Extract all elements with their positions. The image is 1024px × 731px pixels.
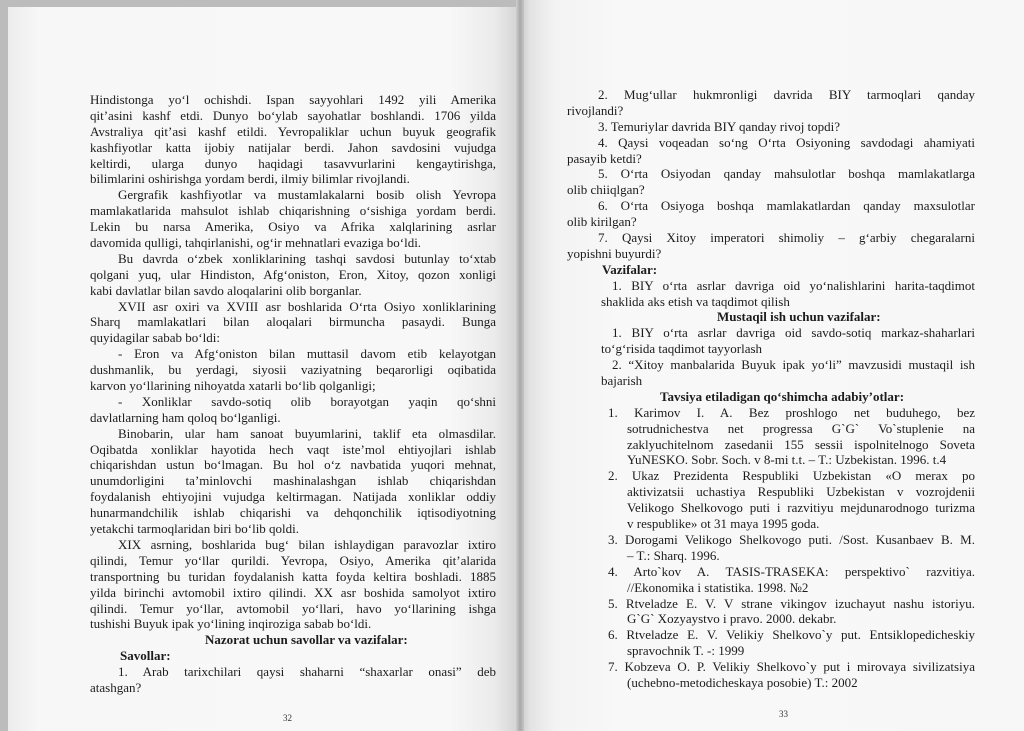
text-line: 7. Kobzeva O. P. Velikiy Shelkovo`y put i mirovaya sivilizatsiya	[608, 659, 975, 675]
questions-heading: Savollar:	[120, 648, 171, 664]
text-line: aktivizatsii uchastiya Respubliki Uzbekistan v vozrojdenii	[627, 484, 975, 500]
text-line: qolgani yuq, ular Hindiston, Afg‘oniston, Eron, Xitoy, qozon xonligi	[90, 266, 496, 282]
text-line: foydalanish ehtiyojini vujudga keltirmagan. Natijada xonliklar oddiy	[90, 489, 496, 505]
text-line: - Xonliklar savdo-sotiq olib borayotgan yaqin qo‘shni	[118, 393, 496, 409]
independent-tasks-heading: Mustaqil ish uchun vazifalar:	[717, 309, 881, 325]
text-line: 4. Qaysi voqeadan so‘ng O‘rta Osiyoning savdodagi ahamiyati	[598, 134, 975, 150]
text-line: qilindi, Temur yo‘llar qurildi. Yevropa, Osiyo, Amerika qit’alarida	[90, 552, 496, 568]
task-item	[601, 278, 975, 310]
text-line: dushmanlik, bu yerdagi, siyosii vaziyatning beqarorligi oqibatida	[90, 362, 496, 378]
text-line: 1. BIY o‘rta asrlar davriga oid savdo-sotiq markaz-shaharlari	[612, 325, 975, 341]
question-item	[567, 198, 975, 230]
paragraph	[90, 426, 496, 537]
text-line: G`G` Xozyaystvo i pravo. 2000. dekabr.	[627, 611, 837, 627]
text-line: 6. Rtveladze E. V. Velikiy Shelkovo`y put. Entsiklopedicheskiy	[608, 627, 975, 643]
text-line: Binobarin, ular ham sanoat buyumlarini, taklif eta olmasdilar.	[118, 425, 496, 441]
reference-item	[608, 659, 975, 691]
text-line: olib chiiqlgan?	[567, 182, 645, 198]
text-line: – T.: Sharq. 1996.	[627, 547, 720, 563]
text-line: to‘g‘risida taqdimot tayyorlash	[601, 341, 763, 357]
text-line: hunarmandchilik ishlab chiqarishi va dehqonchilik iqtisodiyotning	[90, 505, 496, 521]
left-page-body	[90, 92, 496, 696]
text-line: 4. Arto`kov A. TASIS-TRASEKA: perspektivo` razvitiya.	[608, 563, 975, 579]
text-line: 2. Mug‘ullar hukmronligi davrida BIY tarmoqlari qanday	[598, 87, 975, 102]
reference-item	[608, 595, 975, 628]
text-line: XIX asrning, boshlarida bug‘ bilan ishlaydigan paravozlar ixtiro	[118, 536, 496, 552]
paragraph	[90, 537, 496, 632]
text-line: Bu davrda o‘zbek xonliklarining tashqi savdosi butunlay to‘xtab	[118, 250, 496, 266]
text-line: (uchebno-metodicheskaya posobie) T.: 2002	[627, 674, 858, 690]
text-line: tushishi Buyuk ipak yo‘lining inqiroziga sabab bo‘ldi.	[90, 616, 372, 632]
text-line: yilda birinchi avtomobil ixtiro qilindi. XX asr boshida samolyot ixtiro	[90, 584, 496, 600]
text-line: pasayib ketdi?	[567, 150, 642, 166]
independent-task-item	[601, 325, 975, 357]
text-line: YuNESKO. Sobr. Soch. v 8-mi t.t. – T.: Uzbekistan. 1996. t.4	[627, 452, 947, 468]
text-line: bajarish	[601, 373, 643, 389]
text-line: 2. “Xitoy manbalarida Buyuk ipak yo‘li” mavzusidi mustaqil ish	[612, 357, 975, 373]
paragraph	[90, 251, 496, 299]
text-line: Sharq mamlakatlari bilan aloqalari birmuncha pasaydi. Bunga	[90, 314, 496, 330]
text-line: rivojlandi?	[567, 102, 624, 118]
section-heading: Nazorat uchun savollar va vazifalar:	[205, 632, 408, 648]
page-number: 33	[779, 709, 788, 719]
text-line: 6. O‘rta Osiyoga boshqa mamlakatlardan qanday maxsulotlar	[598, 198, 975, 214]
text-line: olib kirilgan?	[567, 214, 637, 230]
question-item	[567, 135, 975, 167]
paragraph	[90, 299, 496, 347]
text-line: unumdorligini ta’minlovchi mashinalashgan ishlab chiqarishdan	[90, 473, 496, 489]
text-line: 5. Rtveladze E. V. V strane vikingov izuchayut nashu istoriyu.	[608, 595, 975, 611]
reference-item	[608, 468, 975, 532]
text-line: kabi davlatlar bilan savdo aloqalarini olib borganlar.	[90, 282, 362, 298]
text-line: kashfiyotlar katta ijobiy natijalar berdi. Jahon savdosini vujudga	[90, 139, 496, 155]
text-line: sotrudnichestva net progressa G`G` Vo`stuplenie na	[627, 420, 975, 436]
reference-item	[608, 563, 975, 596]
text-line: yopishni buyurdi?	[567, 245, 662, 261]
text-line: 3. Dorogami Velikogo Shelkovogo puti. /Sost. Kusanbaev B. M.	[608, 531, 975, 547]
page-number: 32	[283, 713, 292, 723]
text-line: - Eron va Afg‘oniston bilan muttasil davom etib kelayotgan	[118, 346, 496, 362]
text-line: chiqarishdan ustun bo‘lmagan. Bu hol o‘z navbatida yuqori mehnat,	[90, 457, 496, 473]
question-item	[567, 87, 975, 119]
text-line: mamlakatlarida mahsulot ishlab chiqarishning o‘sishiga yordam berdi.	[90, 203, 496, 219]
text-line: qilindi. Temur yo‘llar, avtomobil yo‘llari, havo yo‘llarining ishga	[90, 600, 496, 616]
text-line: 1. BIY o‘rta asrlar davriga oid yo‘nalishlarini harita-taqdimot	[612, 277, 975, 293]
paragraph	[90, 187, 496, 251]
right-page-body	[567, 87, 975, 691]
reference-item	[608, 531, 975, 564]
tasks-heading: Vazifalar:	[602, 261, 658, 277]
text-line: bilimlarini oshirishga yordam berdi, ilmiy bilimlar rivojlandi.	[90, 171, 410, 187]
text-line: keltirdi, ularga dunyo haqidagi tasavvurlarini kengaytirishga,	[90, 155, 496, 171]
paragraph	[90, 394, 496, 426]
text-line: Velikogo Shelkovogo puti i razvitiyu mejdunarodnogo turizma	[627, 500, 975, 516]
text-line: karvon yo‘llarining nihoyatda xatarli bo‘lib qolganligi;	[90, 378, 376, 394]
text-line: 5. O‘rta Osiyodan qanday mahsulotlar boshqa mamlakatlarga	[598, 166, 975, 182]
text-line: 1. Arab tarixchilari qaysi shaharni “shaxarlar onasi” deb	[118, 664, 496, 680]
text-line: 7. Qaysi Xitoy imperatori shimoliy – g‘arbiy chegaralarni	[598, 230, 975, 246]
text-line: quyidagilar sabab bo‘ldi:	[90, 330, 220, 346]
references-heading: Tavsiya etiladigan qo‘shimcha adabiy’otlar:	[660, 388, 905, 404]
text-line: v respublike» ot 31 maya 1995 goda.	[627, 516, 820, 532]
text-line: spravochnik T. -: 1999	[627, 643, 745, 659]
text-line: yetakchi tarmoqlaridan biri bo‘lib qoldi.	[90, 521, 300, 537]
text-line: Gergrafik kashfiyotlar va mustamlakalarni bosib olish Yevropa	[118, 187, 496, 203]
text-line: transportning bu turidan foydalanish katta foyda keltira boshladi. 1885	[90, 568, 496, 584]
text-line: davlatlarning ham qoloq bo‘lganligi.	[90, 409, 281, 425]
text-line: 3. Temuriylar davrida BIY qanday rivoj topdi?	[598, 118, 841, 134]
text-line: qit’asini kashf etdi. Dunyo bo‘ylab sayohatlar boshlandi. 1706 yilda	[90, 107, 496, 123]
text-line: shaklida aks etish va taqdimot qilish	[601, 293, 790, 309]
independent-task-item	[601, 357, 975, 389]
paragraph	[90, 92, 496, 187]
text-line: 2. Ukaz Prezidenta Respubliki Uzbekistan «O merax po	[608, 468, 975, 484]
text-line: 1. Karimov I. A. Bez proshlogo net buduhego, bez	[608, 404, 975, 420]
text-line: davomida qulligi, tahqirlanishi, og‘ir mehnatlari evaziga bo‘ldi.	[90, 235, 422, 251]
question-item	[90, 664, 496, 696]
text-line: //Ekonomika i statistika. 1998. №2	[627, 579, 809, 595]
text-line: XVII asr oxiri va XVIII asr boshlarida O‘rta Osiyo xonliklarining	[118, 298, 496, 314]
text-line: Hindistonga yo‘l ochishdi. Ispan sayyohlari 1492 yili Amerika	[90, 92, 496, 107]
text-line: Lekin bu narsa Amerika, Osiyo va Afrika xalqlarining asrlar	[90, 219, 496, 235]
text-line: Oqibatda xonliklar hayotida hech vaqt iste’mol ehtiyojlari ishlab	[90, 441, 496, 457]
question-item	[567, 230, 975, 262]
question-item	[567, 119, 975, 135]
question-item	[567, 166, 975, 198]
book-gutter	[516, 0, 524, 731]
text-line: zaklyuchitelnom zasedanii 155 sessii ispolnitelnogo Soveta	[627, 436, 975, 452]
paragraph	[90, 346, 496, 394]
reference-item	[608, 404, 975, 469]
reference-item	[608, 627, 975, 659]
text-line: atashgan?	[90, 679, 142, 695]
text-line: Avstraliya qit’asi kashf etildi. Yevropaliklar uchun buyuk geografik	[90, 123, 496, 139]
